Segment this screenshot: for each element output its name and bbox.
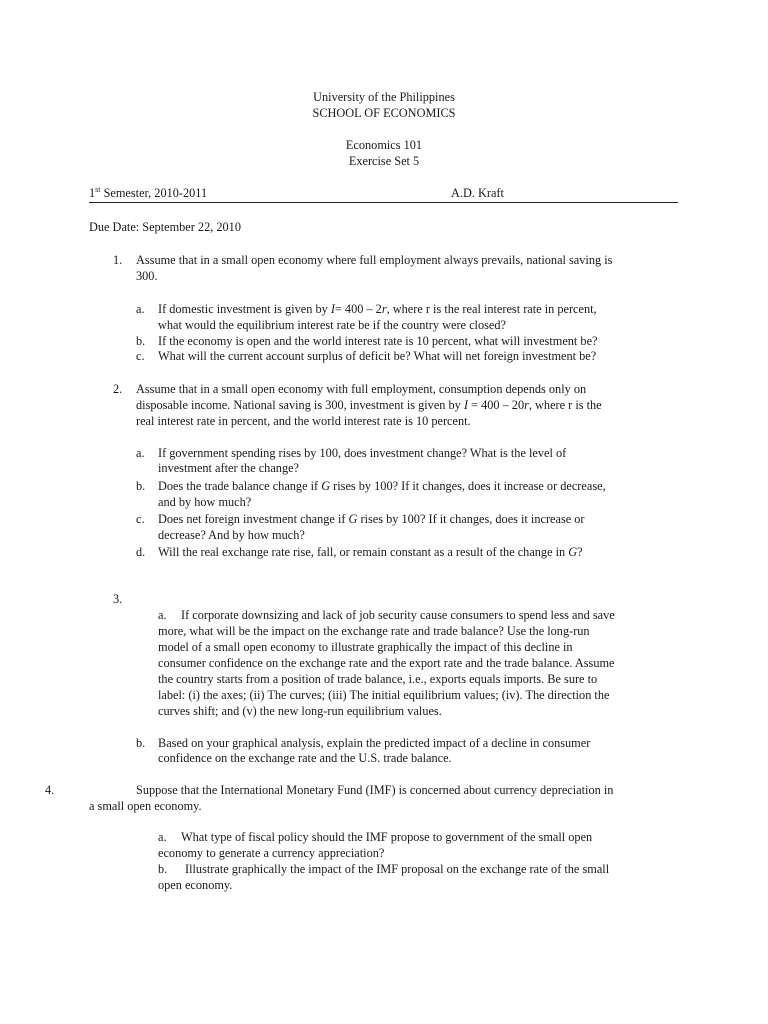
q2c-line2: decrease? And by how much? xyxy=(158,528,305,542)
q4a-line2: economy to generate a currency appreciation? xyxy=(158,846,385,860)
semester-label xyxy=(89,186,207,202)
q1-stem-line1: Assume that in a small open economy where full employment always prevails, national saving is xyxy=(136,253,613,267)
q2a-line1: If government spending rises by 100, does investment change? What is the level of xyxy=(158,446,567,460)
exercise-title: Exercise Set 5 xyxy=(348,154,420,168)
q3b-line1: Based on your graphical analysis, explain the predicted impact of a decline in consumer xyxy=(158,736,591,750)
q3a-line7: curves shift; and (v) the new long-run equilibrium values. xyxy=(158,704,442,718)
due-date: Due Date: September 22, 2010 xyxy=(89,220,241,234)
q1-stem-line2: 300. xyxy=(136,269,158,283)
semester-text: Semester, 2010-2011 xyxy=(100,186,208,200)
q2-stem-line1: Assume that in a small open economy with full employment, consumption depends only on xyxy=(136,382,587,396)
q4b-line2: open economy. xyxy=(158,878,233,892)
school-name: SCHOOL OF ECONOMICS xyxy=(312,106,456,120)
semester-number: 1 xyxy=(89,186,96,200)
q4a-line1: What type of fiscal policy should the IMF propose to government of the small open xyxy=(181,830,593,844)
q2b-line2: and by how much? xyxy=(158,495,252,509)
q3a-line5: the country starts from a position of trade balance, i.e., exports equals imports. Be sure to xyxy=(158,672,598,686)
q1c-text: What will the current account surplus of deficit be? What will net foreign investment be? xyxy=(158,349,597,363)
q1c-label: c. xyxy=(136,349,145,363)
q3a-line4: consumer confidence on the exchange rate and the export rate and the trade balance. Assume xyxy=(158,656,615,670)
q2c-line1: Does net foreign investment change if G rises by 100? If it changes, does it increase or xyxy=(158,512,585,526)
q4a-label: a. xyxy=(158,830,167,844)
q2-stem-line2: disposable income. National saving is 300, investment is given by I = 400 – 20r, where r is the xyxy=(136,398,602,412)
q2b-label: b. xyxy=(136,479,146,493)
q2c-label: c. xyxy=(136,512,145,526)
q4b-label: b. xyxy=(158,862,168,876)
q2-number: 2. xyxy=(113,382,123,396)
course-title: Economics 101 xyxy=(345,138,423,152)
q3b-line2: confidence on the exchange rate and the U.S. trade balance. xyxy=(158,751,452,765)
q2d-label: d. xyxy=(136,545,146,559)
q2a-label: a. xyxy=(136,446,145,460)
q2d-text: Will the real exchange rate rise, fall, or remain constant as a result of the change in G? xyxy=(158,545,583,559)
q1-number: 1. xyxy=(113,253,123,267)
q3-number: 3. xyxy=(113,592,123,606)
q2a-line2: investment after the change? xyxy=(158,461,300,475)
q2b-line1: Does the trade balance change if G rises by 100? If it changes, does it increase or decrease, xyxy=(158,479,606,493)
q3a-line6: label: (i) the axes; (ii) The curves; (iii) The initial equilibrium values; (iv). The direction the xyxy=(158,688,610,702)
q1a-label: a. xyxy=(136,302,145,316)
q3a-label: a. xyxy=(158,608,167,622)
q4-number: 4. xyxy=(45,783,55,797)
q3b-label: b. xyxy=(136,736,146,750)
university-name: University of the Philippines xyxy=(313,90,455,104)
q3a-line1: If corporate downsizing and lack of job security cause consumers to spend less and save xyxy=(181,608,615,622)
q4-stem-line1: Suppose that the International Monetary Fund (IMF) is concerned about currency depreciation in xyxy=(136,783,614,797)
q3a-line2: more, what will be the impact on the exchange rate and trade balance? Use the long-run xyxy=(158,624,590,638)
instructor-name: A.D. Kraft xyxy=(451,186,504,200)
q1b-text: If the economy is open and the world interest rate is 10 percent, what will investment be? xyxy=(158,334,598,348)
q3a-line3: model of a small open economy to illustrate graphically the impact of this decline in xyxy=(158,640,573,654)
q4b-line1: Illustrate graphically the impact of the IMF proposal on the exchange rate of the small xyxy=(185,862,610,876)
q1a-line1: If domestic investment is given by I= 400 – 2r, where r is the real interest rate in percent, xyxy=(158,302,597,316)
header-divider xyxy=(89,202,678,203)
q1a-line2: what would the equilibrium interest rate be if the country were closed? xyxy=(158,318,506,332)
q1b-label: b. xyxy=(136,334,146,348)
q4-stem-line2: a small open economy. xyxy=(89,799,202,813)
semester-suffix: st xyxy=(95,184,101,194)
q2-stem-line3: real interest rate in percent, and the world interest rate is 10 percent. xyxy=(136,414,471,428)
